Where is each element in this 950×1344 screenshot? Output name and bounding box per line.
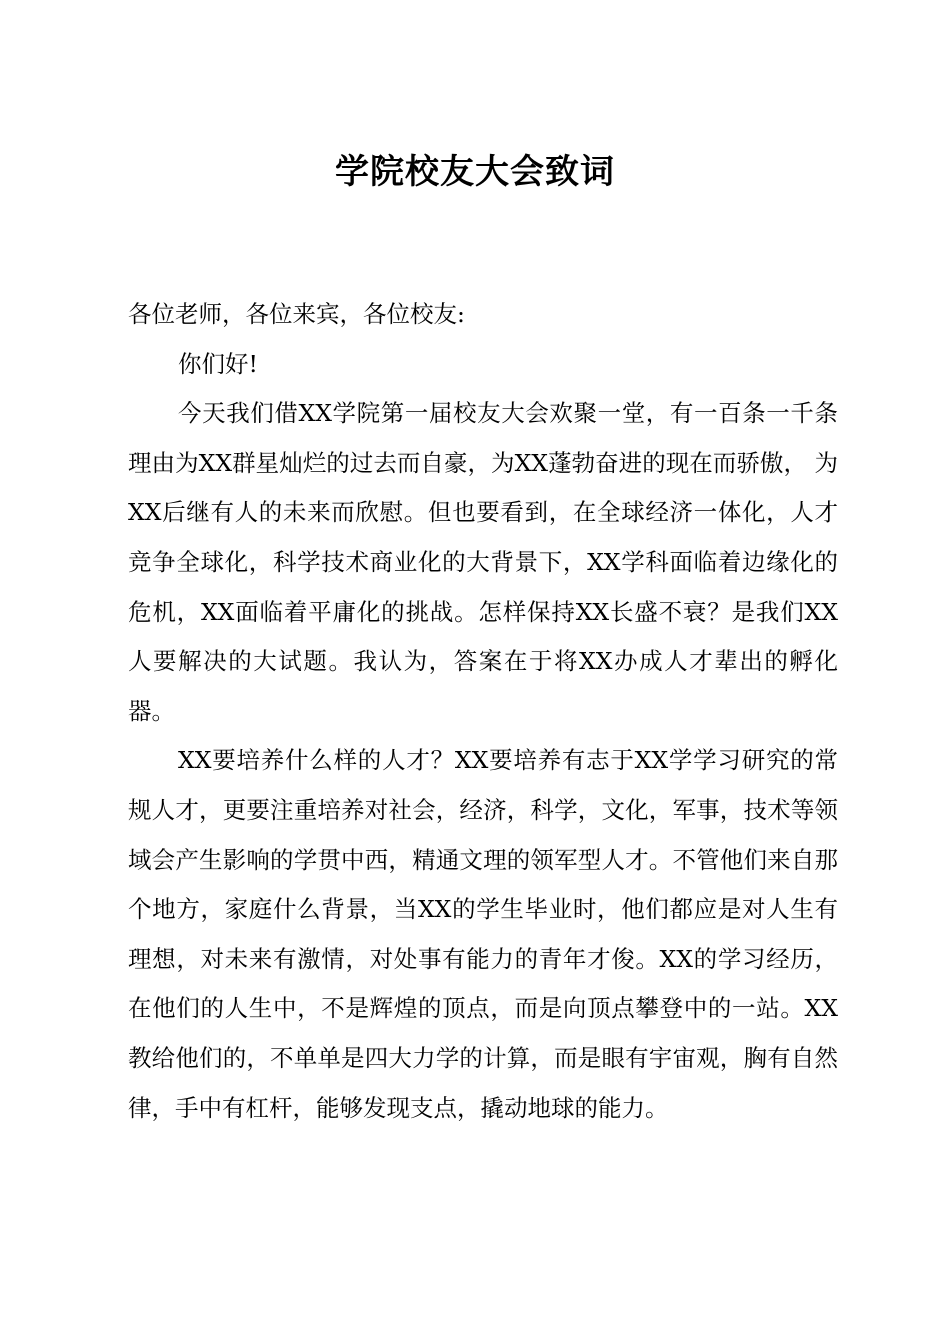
paragraph-1: 今天我们借XX学院第一届校友大会欢聚一堂，有一百条一千条理由为XX群星灿烂的过去而自豪，为XX蓬勃奋进的现在而骄傲， 为XX后继有人的未来而欣慰。但也要看到，在全球经济一体化，人才竞争全球化，科学技术商业化的大背景下，XX学科面临着边缘化的危机，XX面临着平庸化的挑战。怎样保持XX长盛不衰？是我们XX人要解决的大试题。我认为，答案在于将XX办成人才辈出的孵化器。: [128, 399, 838, 725]
document-body: [128, 290, 838, 1133]
greeting: 你们好!: [178, 349, 258, 378]
salutation: 各位老师，各位来宾，各位校友:: [128, 300, 465, 328]
paragraph-2: XX要培养什么样的人才？XX要培养有志于XX学学习研究的常规人才，更要注重培养对社会，经济，科学，文化，军事，技术等领域会产生影响的学贯中西，精通文理的领军型人才。不管他们来自那个地方，家庭什么背景，当XX的学生毕业时，他们都应是对人生有理想，对未来有激情，对处事有能力的青年才俊。XX的学习经历，在他们的人生中，不是辉煌的顶点，而是向顶点攀登中的一站。XX教给他们的，不单单是四大力学的计算，而是眼有宇宙观，胸有自然律，手中有杠杆，能够发现支点，撬动地球的能力。: [128, 746, 838, 1122]
document-title: 学院校友大会致词: [335, 152, 615, 192]
